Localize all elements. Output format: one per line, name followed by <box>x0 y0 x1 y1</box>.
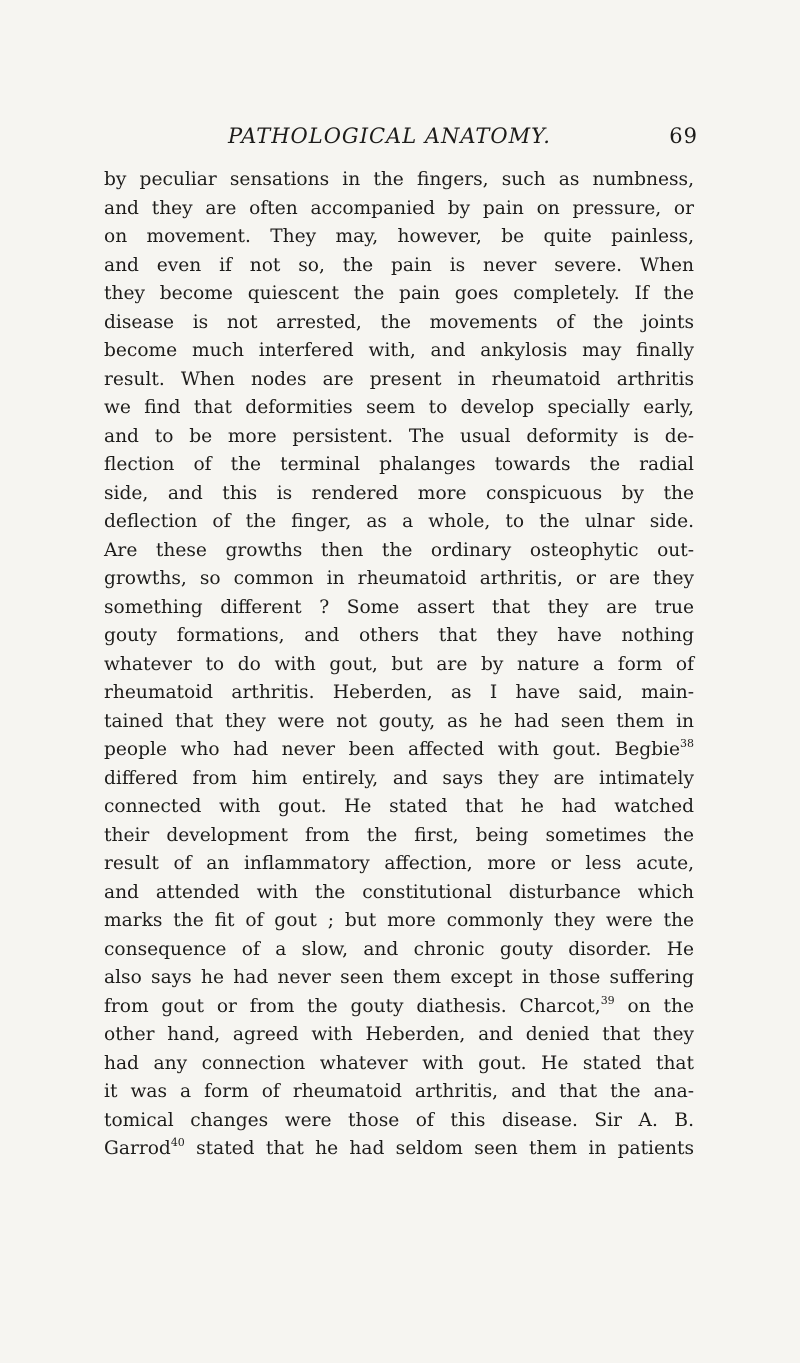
line-text: tained that they were not gouty, as he had seen them in <box>104 710 694 732</box>
text-line <box>104 423 694 452</box>
line-text: by peculiar sensations in the fingers, such as numbness, <box>104 169 694 190</box>
line-text: people who had never been affected with gout. Begbie <box>104 739 680 760</box>
line-text: growths, so common in rheumatoid arthritis, or are they <box>104 568 694 589</box>
text-line <box>104 309 694 338</box>
line-text: something different ? Some assert that they are true <box>104 596 694 618</box>
text-line <box>104 508 694 537</box>
line-text: result of an inflammatory affection, more or less acute, <box>104 853 694 874</box>
line-text: disease is not arrested, the movements of the joints <box>104 311 694 333</box>
page-header <box>228 124 698 154</box>
text-line <box>104 594 694 623</box>
text-line <box>104 964 694 993</box>
text-line <box>104 537 694 566</box>
line-text: it was a form of rheumatoid arthritis, and that the ana- <box>104 1081 694 1102</box>
line-text: side, and this is rendered more conspicuous by the <box>104 482 694 504</box>
line-text: consequence of a slow, and chronic gouty disorder. He <box>104 938 694 960</box>
text-line <box>104 993 694 1022</box>
text-line <box>104 1078 694 1107</box>
line-text: result. When nodes are present in rheumatoid arthritis <box>104 368 694 390</box>
line-text: and to be more persistent. The usual deformity is de- <box>104 425 694 447</box>
running-title: PATHOLOGICAL ANATOMY. <box>228 124 551 148</box>
text-line <box>104 679 694 708</box>
text-line <box>104 337 694 366</box>
text-line <box>104 166 694 195</box>
line-text: we find that deformities seem to develop specially early, <box>104 397 694 418</box>
line-text: flection of the terminal phalanges towards the radial <box>104 454 694 475</box>
text-line <box>104 651 694 680</box>
line-text: deflection of the finger, as a whole, to the ulnar side. <box>104 511 694 532</box>
text-line <box>104 708 694 737</box>
footnote-reference: 39 <box>600 993 615 1007</box>
text-line <box>104 223 694 252</box>
line-text: gouty formations, and others that they have nothing <box>104 625 694 646</box>
line-text: whatever to do with gout, but are by nature a form of <box>104 653 694 675</box>
line-text: and even if not so, the pain is never severe. When <box>104 254 694 276</box>
text-line <box>104 252 694 281</box>
text-line <box>104 1021 694 1050</box>
line-text: their development from the first, being sometimes the <box>104 824 694 846</box>
text-line <box>104 765 694 794</box>
footnote-reference: 38 <box>680 737 694 750</box>
line-text: connected with gout. He stated that he had watched <box>104 796 694 817</box>
text-line <box>104 822 694 851</box>
text-line <box>104 565 694 594</box>
body-text <box>104 166 694 1164</box>
text-line <box>104 366 694 395</box>
text-line <box>104 850 694 879</box>
text-line <box>104 907 694 936</box>
text-line <box>104 622 694 651</box>
line-text: on movement. They may, however, be quite painless, <box>104 226 694 247</box>
line-text: differed from him entirely, and says they are intimately <box>104 767 694 789</box>
line-text: and attended with the constitutional disturbance which <box>104 881 694 903</box>
text-line <box>104 480 694 509</box>
text-line <box>104 936 694 965</box>
line-text-continued: stated that he had seldom seen them in patients <box>184 1138 694 1159</box>
text-line <box>104 1107 694 1136</box>
line-text: also says he had never seen them except in those suffering <box>104 967 694 988</box>
line-text: they become quiescent the pain goes completely. If the <box>104 283 694 304</box>
text-line <box>104 394 694 423</box>
text-line <box>104 793 694 822</box>
line-text: other hand, agreed with Heberden, and denied that they <box>104 1024 694 1045</box>
line-text: marks the fit of gout ; but more commonly they were the <box>104 910 694 931</box>
line-text: tomical changes were those of this disease. Sir A. B. <box>104 1109 694 1131</box>
line-text: Garrod <box>104 1138 171 1159</box>
text-line <box>104 879 694 908</box>
line-text: and they are often accompanied by pain on pressure, or <box>104 197 694 219</box>
line-text: from gout or from the gouty diathesis. Charcot, <box>104 995 601 1017</box>
page-number: 69 <box>669 124 698 148</box>
text-line <box>104 451 694 480</box>
text-line <box>104 1050 694 1079</box>
text-line <box>104 195 694 224</box>
text-line <box>104 1135 694 1164</box>
text-line <box>104 280 694 309</box>
line-text: had any connection whatever with gout. He stated that <box>104 1052 694 1074</box>
line-text-continued: on the <box>614 995 694 1017</box>
line-text: become much interfered with, and ankylosis may finally <box>104 340 694 361</box>
text-line <box>104 736 694 765</box>
footnote-reference: 40 <box>170 1136 185 1149</box>
line-text: rheumatoid arthritis. Heberden, as I have said, main- <box>104 682 694 703</box>
line-text: Are these growths then the ordinary osteophytic out- <box>104 539 694 561</box>
